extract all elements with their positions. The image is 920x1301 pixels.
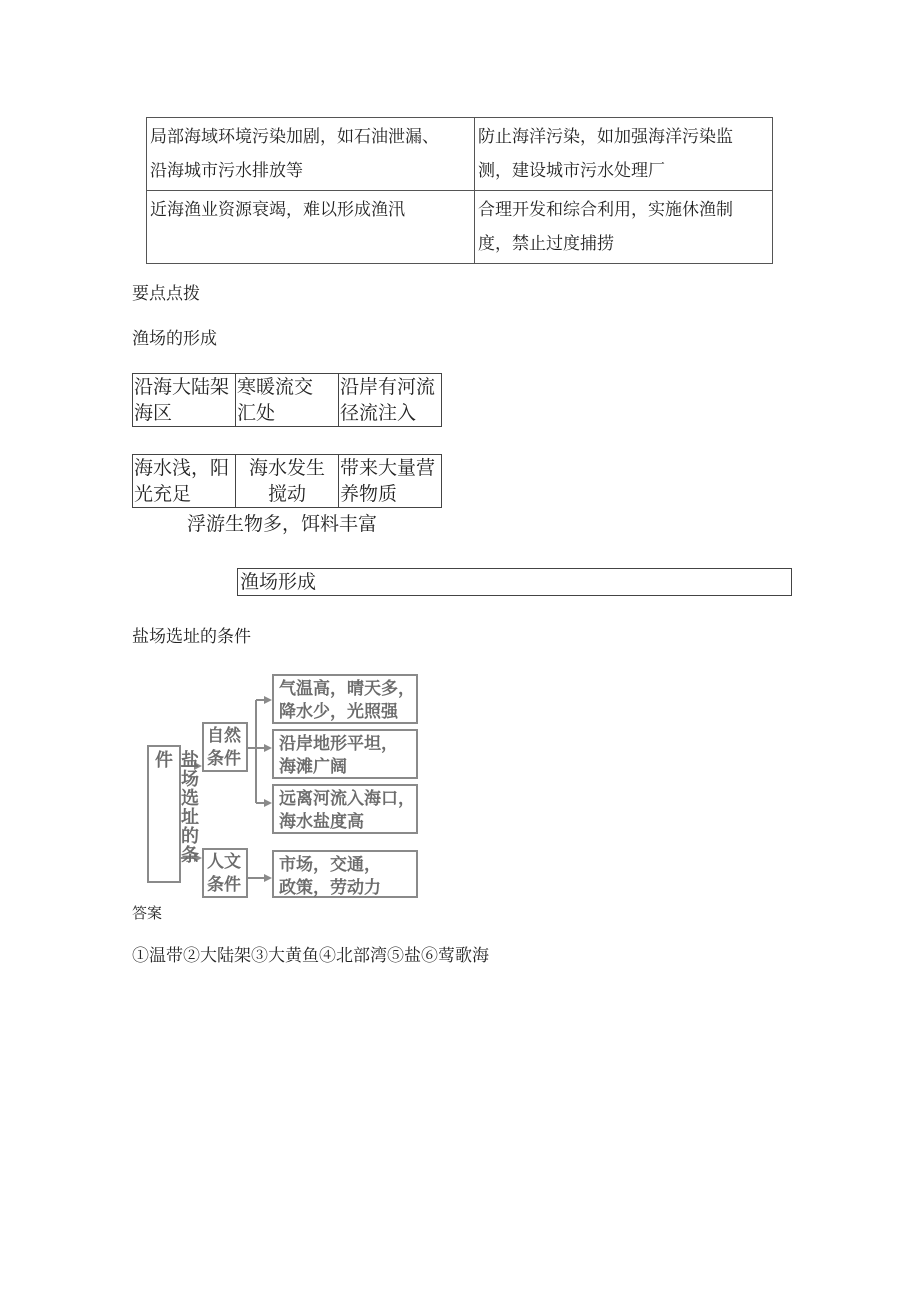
- table-row: [147, 118, 773, 191]
- measures-table: [146, 117, 773, 264]
- measure-line: 合理开发和综合利用，实施休渔制: [478, 200, 733, 220]
- effect-box: 带来大量营 养物质: [339, 455, 442, 508]
- problem-cell: [147, 118, 475, 191]
- problem-line: 近海渔业资源衰竭，难以形成渔汛: [150, 200, 405, 220]
- salt-root-box: 盐场选址的条件: [147, 745, 181, 883]
- natural-item-box: 沿岸地形平坦， 海滩广阔: [272, 729, 418, 779]
- measure-line: 测，建设城市污水处理厂: [478, 161, 665, 181]
- condition-box: 沿岸有河流 径流注入: [339, 374, 442, 427]
- natural-item-box: 远离河流入海口， 海水盐度高: [272, 784, 418, 834]
- key-points-heading: 要点点拨: [132, 284, 200, 304]
- fishery-result-line: 浮游生物多，饵料丰富: [187, 513, 378, 535]
- salt-heading: 盐场选址的条件: [132, 627, 251, 647]
- effect-box: 海水浅，阳 光充足: [133, 455, 236, 508]
- problem-line: 局部海域环境污染加剧，如石油泄漏、: [150, 127, 439, 147]
- problem-cell: [147, 191, 475, 264]
- measure-cell: [475, 191, 773, 264]
- condition-box: 沿海大陆架 海区: [133, 374, 236, 427]
- human-conditions-box: 人文条件: [202, 848, 248, 898]
- natural-item-box: 气温高，晴天多， 降水少，光照强: [272, 674, 418, 724]
- fishery-effects: [132, 454, 442, 508]
- answer-text: ①温带②大陆架③大黄鱼④北部湾⑤盐⑥莺歌海: [132, 946, 489, 966]
- measure-line: 防止海洋污染，如加强海洋污染监: [478, 127, 733, 147]
- fishery-heading: 渔场的形成: [132, 329, 217, 349]
- measure-cell: [475, 118, 773, 191]
- table-row: [147, 191, 773, 264]
- effect-box: 海水发生 搅动: [236, 455, 339, 508]
- human-item-box: 市场，交通， 政策，劳动力: [272, 850, 418, 898]
- fishery-conditions: [132, 373, 442, 427]
- answer-heading: 答案: [132, 904, 163, 922]
- natural-conditions-box: 自然条件: [202, 722, 248, 772]
- condition-box: 寒暖流交 汇处: [236, 374, 339, 427]
- fishery-final-box: 渔场形成: [237, 568, 792, 596]
- measure-line: 度，禁止过度捕捞: [478, 234, 614, 254]
- problem-line: 沿海城市污水排放等: [150, 161, 303, 181]
